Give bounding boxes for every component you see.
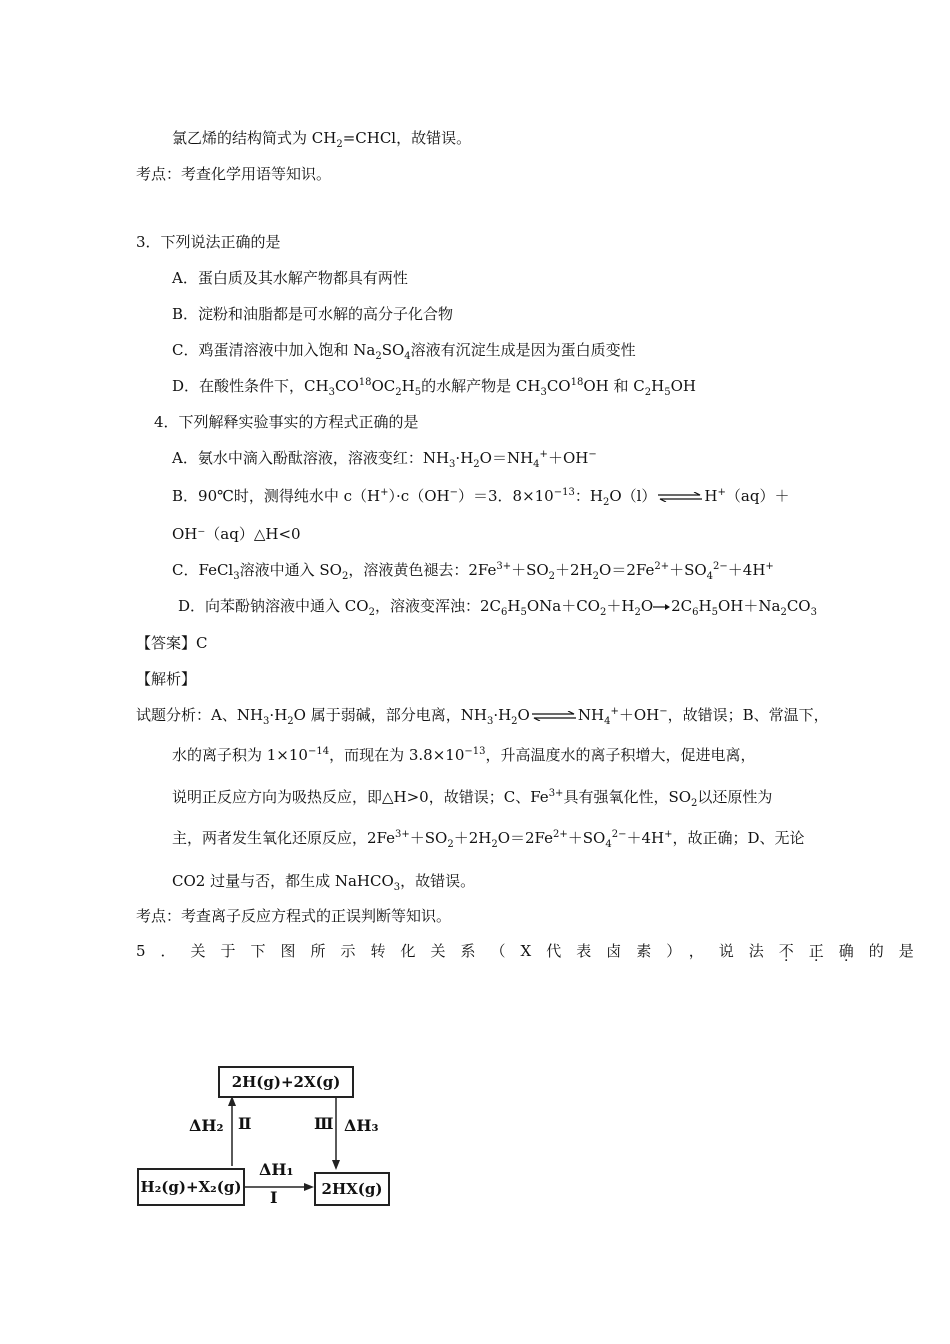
label-route-i: Ⅰ xyxy=(270,1188,278,1207)
arrow-i-head xyxy=(304,1183,314,1191)
q3-option-d: D．在酸性条件下，$CH_3CO^{18}OC_2H_5$的水解产物是 $CH_3CO^{18}OH$ 和 $C_2H_5OH$ xyxy=(172,377,696,398)
kaodian-1: 考点：考查化学用语等知识。 xyxy=(136,165,332,183)
q3-option-b: B．淀粉和油脂都是可水解的高分子化合物 xyxy=(172,305,454,323)
analysis-line-5: CO2 过量与否，都生成 NaHCO$_3$，故错误。 xyxy=(172,872,476,893)
label-dh3: ΔH₃ xyxy=(344,1116,379,1135)
q4-option-a: A．氨水中滴入酚酞溶液，溶液变红：$NH_3\cdot H_2O=NH_4^++OH^-$ xyxy=(172,449,597,470)
label-dh1: ΔH₁ xyxy=(259,1160,294,1179)
q4-stem: 4．下列解释实验事实的方程式正确的是 xyxy=(154,413,419,431)
q5-stem: 5．关于下图所示转化关系（X代表卤素），说法不正确的是 xyxy=(136,942,929,960)
box-product: 2HX(g) xyxy=(314,1172,390,1206)
label-route-ii: Ⅱ xyxy=(238,1114,252,1133)
analysis-line-2: 水的离子积为 $1\times 10^{-14}$，而现在为 $3.8\times 10^{-13}$，升高温度水的离子积增大，促进电离， xyxy=(172,746,756,764)
q3-option-a: A．蛋白质及其水解产物都具有两性 xyxy=(172,269,408,287)
arrow-iii-head xyxy=(332,1160,340,1170)
intro-line: 氯乙烯的结构简式为 $CH_2=CHCl$，故错误。 xyxy=(172,129,472,150)
q4-option-d: D．向苯酚钠溶液中通入 $CO_2$，溶液变浑浊：$2C_6H_5ONa+CO_2+H_2O$ $2C_6H_5OH+Na_2CO_3$ xyxy=(178,597,817,618)
q4-option-c: C．FeCl$_3$溶液中通入 $SO_2$，溶液黄色褪去：$2Fe^{3+}+SO_2+2H_2O=2Fe^{2+}+SO_4^{2-}+4H^+$ xyxy=(172,561,774,582)
kaodian-2: 考点：考查离子反应方程式的正误判断等知识。 xyxy=(136,907,452,925)
analysis-line-1: 试题分析：A、$NH_3\cdot H_2O$ 属于弱碱，部分电离，$NH_3\cdot H_2O$ $NH_4^++OH^-$，故错误；B、常温下， xyxy=(136,706,829,727)
q3-option-c: C．鸡蛋清溶液中加入饱和 $Na_2SO_4$溶液有沉淀生成是因为蛋白质变性 xyxy=(172,341,636,362)
box-atoms: 2H(g)+2X(g) xyxy=(218,1066,354,1098)
label-dh2: ΔH₂ xyxy=(189,1116,224,1135)
analysis-title: 【解析】 xyxy=(136,670,197,688)
analysis-line-4: 主，两者发生氧化还原反应，$2Fe^{3+}+SO_2+2H_2O=2Fe^{2+}+SO_4^{2-}+4H^+$，故正确；D、无论 xyxy=(172,829,805,850)
q4-option-b-line2: OH⁻（aq）△H<0 xyxy=(172,525,301,543)
answer-label: 【答案】C xyxy=(136,634,208,652)
analysis-line-3: 说明正反应方向为吸热反应，即△H>0，故错误；C、$Fe^{3+}$具有强氧化性，$SO_2$以还原性为 xyxy=(172,788,773,809)
q3-stem: 3．下列说法正确的是 xyxy=(136,233,281,251)
label-route-iii: Ⅲ xyxy=(314,1114,334,1133)
q4-option-b-line1: B．90℃时，测得纯水中 c（H+）·c（OH−）＝3．$8\times 10^{-13}$：$H_2O(l)$ H+（aq）＋ xyxy=(172,487,790,508)
box-reactants: H₂(g)+X₂(g) xyxy=(137,1168,245,1206)
